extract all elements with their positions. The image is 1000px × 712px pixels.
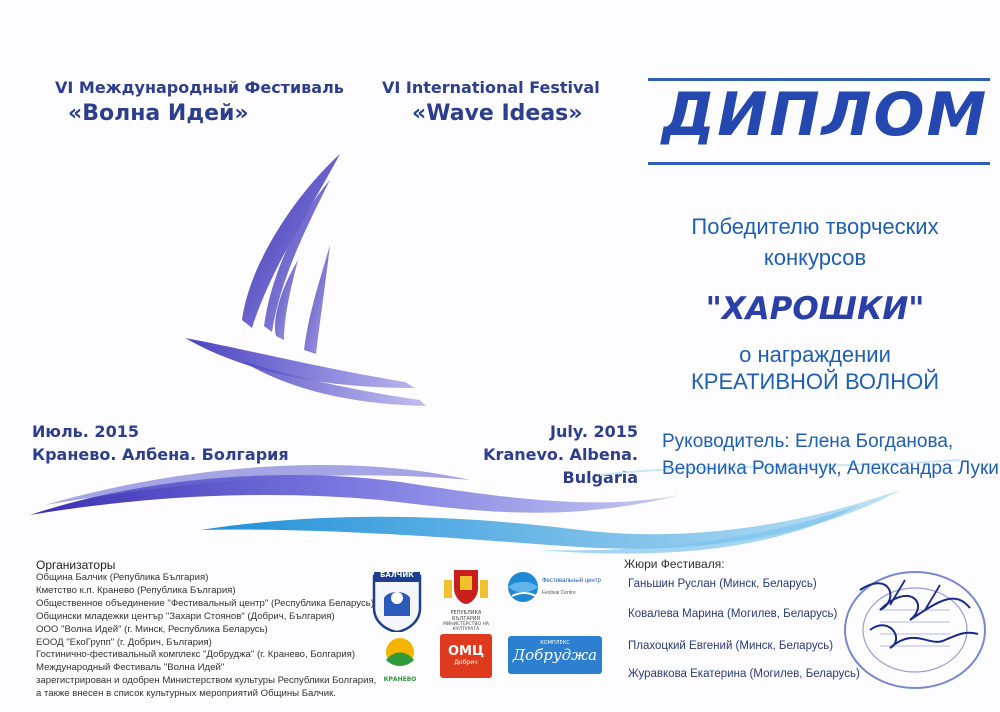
ministry-sub-label: МИНИСТЕРСТВО НА КУЛТУРАТА <box>443 622 489 632</box>
sun-leaf-icon <box>376 634 424 672</box>
winner-line1: Победителю творческих <box>691 214 939 239</box>
coat-of-arms-icon <box>438 566 494 606</box>
leader-line1: Руководитель: Елена Богданова, <box>662 431 954 452</box>
jury-heading: Жюри Фестиваля: <box>624 557 725 571</box>
date-ru-line2: Кранево. Албена. Болгария <box>32 445 289 464</box>
diploma-title: ДИПЛОМ <box>661 80 989 150</box>
date-en-line1: July. 2015 <box>550 422 638 441</box>
jury-member: Плахоцкий Евгений (Минск, Беларусь) <box>628 640 834 652</box>
jury-member: Журавкова Екатерина (Могилев, Беларусь) <box>628 668 860 680</box>
organizer-item: зарегистрирован и одобрен Министерством культуры Республики Болгария, <box>36 675 377 687</box>
organizer-item: Кметство к.п. Кранево (Република България) <box>36 584 236 596</box>
leader-line2: Вероника Романчук, Александра Луки <box>662 458 999 479</box>
omc-sub-label: Добрич <box>454 659 478 666</box>
organizers-heading: Организаторы <box>36 558 116 572</box>
omc-label: ОМЦ <box>447 644 485 659</box>
organizer-item: ЕООД "ЕкоГрупп" (г. Добрич, България) <box>36 636 212 648</box>
ministry-label: РЕПУБЛИКА БЪЛГАРИЯ <box>450 610 482 622</box>
dobrudja-top-label: КОМПЛЕКС <box>540 640 570 646</box>
dobrudja-logo <box>508 636 602 674</box>
festival-center-logo <box>506 566 616 616</box>
dobrudja-label: Добруджа <box>512 646 598 664</box>
organizer-item: ООО "Волна Идей" (г. Минск, Республика Беларусь) <box>36 623 268 635</box>
team-name: "ХАРОШКИ" <box>705 291 925 327</box>
kranevo-logo <box>376 634 424 682</box>
organizers-list <box>36 572 376 701</box>
ministry-culture-logo <box>438 566 494 632</box>
balchik-label: БАЛЧИК <box>380 571 414 579</box>
stamp-and-signatures <box>740 560 995 700</box>
organizer-item: Общественное объединение "Фестивальный центр" (Республика Беларусь) <box>36 597 374 609</box>
organizer-item: Гостинично-фестивальный комплекс "Добруджа" (г. Кранево, Болгария) <box>36 649 356 661</box>
festival-en-line2: «Wave Ideas» <box>412 101 583 126</box>
date-ru-line1: Июль. 2015 <box>32 422 139 441</box>
award-line2: КРЕАТИВНОЙ ВОЛНОЙ <box>690 369 940 394</box>
omc-logo <box>440 634 492 678</box>
jury-member: Ганьшин Руслан (Минск, Беларусь) <box>628 578 817 590</box>
balchik-crest-logo <box>370 568 424 632</box>
festival-en-line1: VI International Festival <box>382 78 600 97</box>
winner-line2: конкурсов <box>763 245 867 270</box>
organizer-item: а также внесен в список культурных мероприятий Общины Балчик. <box>36 688 336 700</box>
bottom-rule <box>648 162 990 165</box>
globe-icon <box>506 570 540 604</box>
center-sub-label: Festival Centre <box>542 590 576 596</box>
award-line1: о награждении <box>739 342 891 367</box>
kranevo-label: КРАНЕВО <box>383 676 417 683</box>
organizer-item: Общински младежки център "Захари Стоянов" (Добрич, България) <box>36 610 335 622</box>
organizer-item: Община Балчик (Република България) <box>36 572 209 583</box>
center-label: Фестивальный центр <box>542 578 601 584</box>
jury-member: Ковалева Марина (Могилев, Беларусь) <box>628 608 838 620</box>
date-en-line2: Kranevo. Albena. Bulgaria <box>483 445 638 487</box>
sailboat-logo <box>180 150 450 420</box>
festival-ru-line2: «Волна Идей» <box>68 101 249 126</box>
festival-ru-line1: VI Международный Фестиваль <box>55 78 344 97</box>
organizer-item: Международный Фестиваль "Волна Идей" <box>36 662 225 674</box>
